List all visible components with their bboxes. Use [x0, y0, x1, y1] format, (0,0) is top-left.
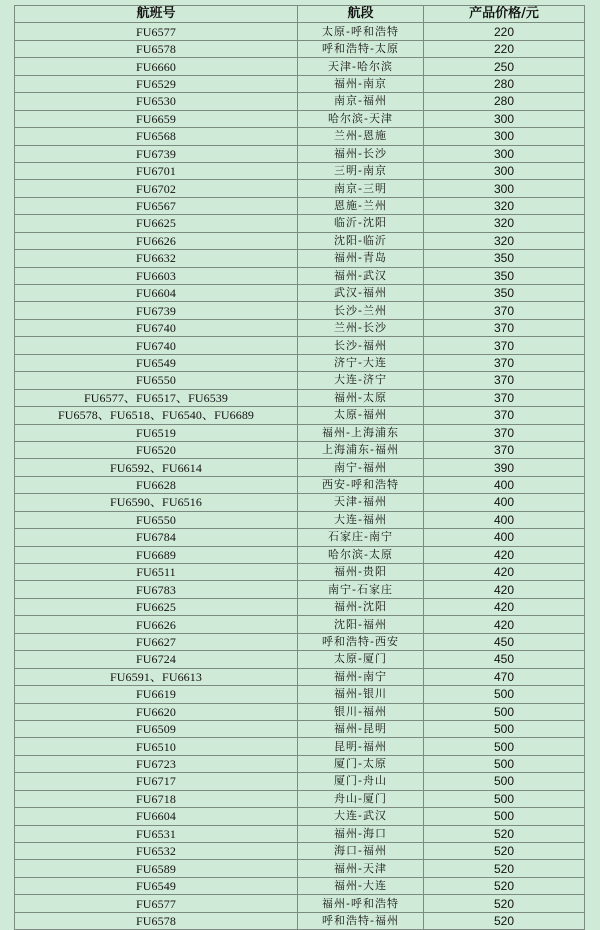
- table-row: [15, 40, 585, 57]
- flight-number-cell[interactable]: FU6550: [15, 372, 298, 389]
- price-cell[interactable]: 370: [424, 354, 585, 371]
- route-cell[interactable]: 厦门-太原: [298, 755, 424, 772]
- route-cell[interactable]: 福州-昆明: [298, 720, 424, 737]
- table-row: [15, 145, 585, 162]
- price-cell[interactable]: 300: [424, 180, 585, 197]
- price-cell[interactable]: 400: [424, 494, 585, 511]
- price-cell[interactable]: 500: [424, 808, 585, 825]
- table-row: [15, 546, 585, 563]
- table-row: [15, 703, 585, 720]
- route-cell[interactable]: 呼和浩特-西安: [298, 633, 424, 650]
- header-row: [15, 6, 585, 23]
- price-sheet: [14, 5, 584, 930]
- price-cell[interactable]: 520: [424, 825, 585, 842]
- flight-number-cell[interactable]: FU6549: [15, 877, 298, 894]
- table-row: [15, 651, 585, 668]
- table-row: [15, 180, 585, 197]
- flight-number-cell[interactable]: FU6723: [15, 755, 298, 772]
- table-row: [15, 215, 585, 232]
- route-cell[interactable]: 南宁-石家庄: [298, 581, 424, 598]
- flight-number-cell[interactable]: FU6590、FU6516: [15, 494, 298, 511]
- route-cell[interactable]: 银川-福州: [298, 703, 424, 720]
- route-cell[interactable]: 沈阳-临沂: [298, 232, 424, 249]
- route-cell[interactable]: 石家庄-南宁: [298, 529, 424, 546]
- header-price[interactable]: 产品价格/元: [424, 6, 585, 23]
- flight-price-table: [14, 5, 585, 930]
- route-cell[interactable]: 南京-三明: [298, 180, 424, 197]
- price-cell[interactable]: 500: [424, 755, 585, 772]
- price-cell[interactable]: 370: [424, 407, 585, 424]
- route-cell[interactable]: 天津-福州: [298, 494, 424, 511]
- table-row: [15, 633, 585, 650]
- table-row: [15, 476, 585, 493]
- route-cell[interactable]: 太原-呼和浩特: [298, 23, 424, 40]
- table-row: [15, 75, 585, 92]
- flight-number-cell[interactable]: FU6718: [15, 790, 298, 807]
- flight-number-cell[interactable]: FU6740: [15, 319, 298, 336]
- flight-number-cell[interactable]: FU6578、FU6518、FU6540、FU6689: [15, 407, 298, 424]
- flight-number-cell[interactable]: FU6628: [15, 476, 298, 493]
- route-cell[interactable]: 福州-海口: [298, 825, 424, 842]
- flight-number-cell[interactable]: FU6550: [15, 511, 298, 528]
- route-cell[interactable]: 兰州-恩施: [298, 128, 424, 145]
- price-cell[interactable]: 520: [424, 895, 585, 912]
- price-cell[interactable]: 350: [424, 285, 585, 302]
- table-row: [15, 250, 585, 267]
- price-cell[interactable]: 280: [424, 93, 585, 110]
- price-cell[interactable]: 370: [424, 337, 585, 354]
- route-cell[interactable]: 天津-哈尔滨: [298, 58, 424, 75]
- table-row: [15, 843, 585, 860]
- route-cell[interactable]: 武汉-福州: [298, 285, 424, 302]
- price-cell[interactable]: 450: [424, 651, 585, 668]
- header-flight-number[interactable]: 航班号: [15, 6, 298, 23]
- route-cell[interactable]: 福州-呼和浩特: [298, 895, 424, 912]
- table-row: [15, 755, 585, 772]
- flight-number-cell[interactable]: FU6739: [15, 302, 298, 319]
- table-row: [15, 895, 585, 912]
- flight-number-cell[interactable]: FU6619: [15, 686, 298, 703]
- table-row: [15, 720, 585, 737]
- route-cell[interactable]: 长沙-兰州: [298, 302, 424, 319]
- price-cell[interactable]: 300: [424, 128, 585, 145]
- flight-number-cell[interactable]: FU6578: [15, 912, 298, 929]
- route-cell[interactable]: 兰州-长沙: [298, 319, 424, 336]
- price-cell[interactable]: 370: [424, 441, 585, 458]
- price-cell[interactable]: 350: [424, 250, 585, 267]
- price-cell[interactable]: 520: [424, 843, 585, 860]
- route-cell[interactable]: 福州-武汉: [298, 267, 424, 284]
- route-cell[interactable]: 昆明-福州: [298, 738, 424, 755]
- price-cell[interactable]: 370: [424, 302, 585, 319]
- price-cell[interactable]: 500: [424, 720, 585, 737]
- route-cell[interactable]: 大连-济宁: [298, 372, 424, 389]
- route-cell[interactable]: 长沙-福州: [298, 337, 424, 354]
- table-row: [15, 128, 585, 145]
- route-cell[interactable]: 南京-福州: [298, 93, 424, 110]
- price-cell[interactable]: 220: [424, 40, 585, 57]
- price-cell[interactable]: 300: [424, 162, 585, 179]
- table-row: [15, 564, 585, 581]
- price-cell[interactable]: 300: [424, 145, 585, 162]
- route-cell[interactable]: 厦门-舟山: [298, 773, 424, 790]
- price-cell[interactable]: 520: [424, 912, 585, 929]
- flight-number-cell[interactable]: FU6604: [15, 285, 298, 302]
- flight-number-cell[interactable]: FU6660: [15, 58, 298, 75]
- route-cell[interactable]: 呼和浩特-福州: [298, 912, 424, 929]
- table-row: [15, 285, 585, 302]
- flight-number-cell[interactable]: FU6531: [15, 825, 298, 842]
- table-body: [15, 23, 585, 930]
- price-cell[interactable]: 420: [424, 581, 585, 598]
- flight-number-cell[interactable]: FU6520: [15, 441, 298, 458]
- table-row: [15, 773, 585, 790]
- price-cell[interactable]: 320: [424, 232, 585, 249]
- route-cell[interactable]: 西安-呼和浩特: [298, 476, 424, 493]
- price-cell[interactable]: 320: [424, 215, 585, 232]
- flight-number-cell[interactable]: FU6689: [15, 546, 298, 563]
- table-row: [15, 877, 585, 894]
- route-cell[interactable]: 呼和浩特-太原: [298, 40, 424, 57]
- route-cell[interactable]: 济宁-大连: [298, 354, 424, 371]
- flight-number-cell[interactable]: FU6626: [15, 616, 298, 633]
- price-cell[interactable]: 280: [424, 75, 585, 92]
- flight-number-cell[interactable]: FU6529: [15, 75, 298, 92]
- flight-number-cell[interactable]: FU6702: [15, 180, 298, 197]
- flight-number-cell[interactable]: FU6510: [15, 738, 298, 755]
- route-cell[interactable]: 舟山-厦门: [298, 790, 424, 807]
- flight-number-cell[interactable]: FU6632: [15, 250, 298, 267]
- price-cell[interactable]: 370: [424, 389, 585, 406]
- table-row: [15, 511, 585, 528]
- route-cell[interactable]: 哈尔滨-太原: [298, 546, 424, 563]
- flight-number-cell[interactable]: FU6519: [15, 424, 298, 441]
- table-row: [15, 808, 585, 825]
- table-row: [15, 581, 585, 598]
- flight-number-cell[interactable]: FU6567: [15, 197, 298, 214]
- table-row: [15, 354, 585, 371]
- flight-number-cell[interactable]: FU6604: [15, 808, 298, 825]
- price-cell[interactable]: 350: [424, 267, 585, 284]
- route-cell[interactable]: 福州-南宁: [298, 668, 424, 685]
- flight-number-cell[interactable]: FU6603: [15, 267, 298, 284]
- route-cell[interactable]: 沈阳-福州: [298, 616, 424, 633]
- table-row: [15, 232, 585, 249]
- route-cell[interactable]: 福州-银川: [298, 686, 424, 703]
- route-cell[interactable]: 大连-武汉: [298, 808, 424, 825]
- table-row: [15, 23, 585, 40]
- price-cell[interactable]: 520: [424, 860, 585, 877]
- flight-number-cell[interactable]: FU6568: [15, 128, 298, 145]
- table-row: [15, 860, 585, 877]
- route-cell[interactable]: 福州-贵阳: [298, 564, 424, 581]
- flight-number-cell[interactable]: FU6627: [15, 633, 298, 650]
- table-row: [15, 389, 585, 406]
- flight-number-cell[interactable]: FU6625: [15, 215, 298, 232]
- table-row: [15, 738, 585, 755]
- price-cell[interactable]: 520: [424, 877, 585, 894]
- price-cell[interactable]: 420: [424, 598, 585, 615]
- flight-number-cell[interactable]: FU6724: [15, 651, 298, 668]
- table-row: [15, 825, 585, 842]
- table-row: [15, 598, 585, 615]
- route-cell[interactable]: 南宁-福州: [298, 459, 424, 476]
- route-cell[interactable]: 恩施-兰州: [298, 197, 424, 214]
- table-row: [15, 424, 585, 441]
- flight-number-cell[interactable]: FU6701: [15, 162, 298, 179]
- price-cell[interactable]: 420: [424, 616, 585, 633]
- route-cell[interactable]: 福州-长沙: [298, 145, 424, 162]
- table-row: [15, 110, 585, 127]
- route-cell[interactable]: 福州-天津: [298, 860, 424, 877]
- table-row: [15, 58, 585, 75]
- price-cell[interactable]: 500: [424, 773, 585, 790]
- route-cell[interactable]: 福州-太原: [298, 389, 424, 406]
- flight-number-cell[interactable]: FU6620: [15, 703, 298, 720]
- flight-number-cell[interactable]: FU6532: [15, 843, 298, 860]
- table-row: [15, 267, 585, 284]
- flight-number-cell[interactable]: FU6784: [15, 529, 298, 546]
- table-row: [15, 686, 585, 703]
- route-cell[interactable]: 大连-福州: [298, 511, 424, 528]
- price-cell[interactable]: 420: [424, 546, 585, 563]
- flight-number-cell[interactable]: FU6626: [15, 232, 298, 249]
- price-cell[interactable]: 400: [424, 511, 585, 528]
- flight-number-cell[interactable]: FU6509: [15, 720, 298, 737]
- table-row: [15, 372, 585, 389]
- flight-number-cell[interactable]: FU6577: [15, 895, 298, 912]
- price-cell[interactable]: 320: [424, 197, 585, 214]
- table-row: [15, 302, 585, 319]
- flight-number-cell[interactable]: FU6577、FU6517、FU6539: [15, 389, 298, 406]
- table-row: [15, 529, 585, 546]
- table-row: [15, 319, 585, 336]
- route-cell[interactable]: 福州-上海浦东: [298, 424, 424, 441]
- table-row: [15, 790, 585, 807]
- price-cell[interactable]: 370: [424, 372, 585, 389]
- route-cell[interactable]: 海口-福州: [298, 843, 424, 860]
- price-cell[interactable]: 420: [424, 564, 585, 581]
- table-row: [15, 441, 585, 458]
- price-cell[interactable]: 400: [424, 476, 585, 493]
- route-cell[interactable]: 太原-厦门: [298, 651, 424, 668]
- flight-number-cell[interactable]: FU6530: [15, 93, 298, 110]
- price-cell[interactable]: 500: [424, 703, 585, 720]
- price-cell[interactable]: 500: [424, 686, 585, 703]
- table-row: [15, 668, 585, 685]
- table-row: [15, 197, 585, 214]
- table-row: [15, 616, 585, 633]
- table-row: [15, 337, 585, 354]
- route-cell[interactable]: 福州-青岛: [298, 250, 424, 267]
- header-route[interactable]: 航段: [298, 6, 424, 23]
- table-row: [15, 459, 585, 476]
- flight-number-cell[interactable]: FU6783: [15, 581, 298, 598]
- price-cell[interactable]: 300: [424, 110, 585, 127]
- flight-number-cell[interactable]: FU6625: [15, 598, 298, 615]
- flight-number-cell[interactable]: FU6589: [15, 860, 298, 877]
- flight-number-cell[interactable]: FU6592、FU6614: [15, 459, 298, 476]
- flight-number-cell[interactable]: FU6577: [15, 23, 298, 40]
- route-cell[interactable]: 临沂-沈阳: [298, 215, 424, 232]
- price-cell[interactable]: 400: [424, 529, 585, 546]
- price-cell[interactable]: 390: [424, 459, 585, 476]
- price-cell[interactable]: 370: [424, 319, 585, 336]
- flight-number-cell[interactable]: FU6549: [15, 354, 298, 371]
- route-cell[interactable]: 福州-大连: [298, 877, 424, 894]
- flight-number-cell[interactable]: FU6740: [15, 337, 298, 354]
- table-row: [15, 494, 585, 511]
- table-row: [15, 407, 585, 424]
- route-cell[interactable]: 太原-福州: [298, 407, 424, 424]
- route-cell[interactable]: 福州-南京: [298, 75, 424, 92]
- price-cell[interactable]: 450: [424, 633, 585, 650]
- route-cell[interactable]: 哈尔滨-天津: [298, 110, 424, 127]
- price-cell[interactable]: 220: [424, 23, 585, 40]
- table-row: [15, 93, 585, 110]
- route-cell[interactable]: 三明-南京: [298, 162, 424, 179]
- price-cell[interactable]: 370: [424, 424, 585, 441]
- route-cell[interactable]: 上海浦东-福州: [298, 441, 424, 458]
- price-cell[interactable]: 470: [424, 668, 585, 685]
- flight-number-cell[interactable]: FU6511: [15, 564, 298, 581]
- flight-number-cell[interactable]: FU6739: [15, 145, 298, 162]
- price-cell[interactable]: 500: [424, 790, 585, 807]
- flight-number-cell[interactable]: FU6591、FU6613: [15, 668, 298, 685]
- flight-number-cell[interactable]: FU6578: [15, 40, 298, 57]
- table-row: [15, 912, 585, 929]
- route-cell[interactable]: 福州-沈阳: [298, 598, 424, 615]
- flight-number-cell[interactable]: FU6717: [15, 773, 298, 790]
- price-cell[interactable]: 250: [424, 58, 585, 75]
- price-cell[interactable]: 500: [424, 738, 585, 755]
- flight-number-cell[interactable]: FU6659: [15, 110, 298, 127]
- table-row: [15, 162, 585, 179]
